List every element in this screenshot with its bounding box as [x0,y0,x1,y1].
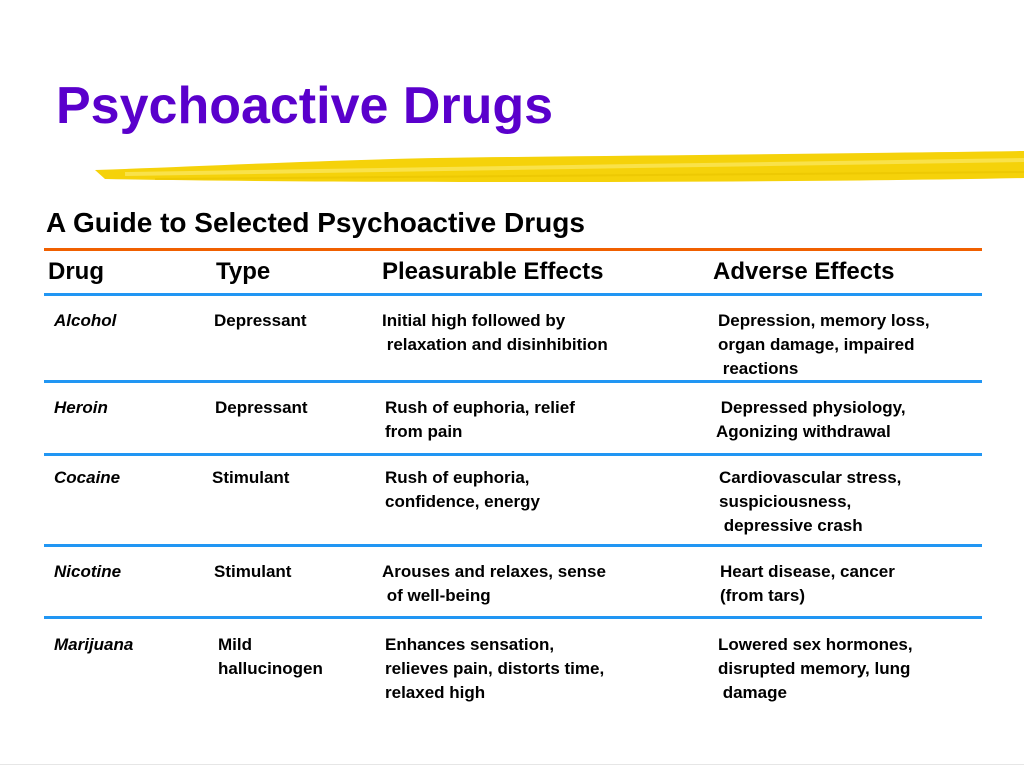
row-alcohol-drug: Alcohol [54,311,117,330]
row-marijuana-drug: Marijuana [54,635,134,654]
row-alcohol-type: Depressant [214,311,307,330]
row-heroin-pleasurable: Rush of euphoria, relief from pain [385,398,575,441]
header-pleasurable-effects: Pleasurable Effects [382,258,604,285]
row-alcohol-pleasurable: Initial high followed by relaxation and disinhibition [382,311,608,354]
row-nicotine-type: Stimulant [214,562,292,581]
row-heroin-adverse: Depressed physiology, Agonizing withdrawal [716,398,906,441]
slide-bottom-edge [0,764,1024,765]
row-nicotine-drug: Nicotine [54,562,122,581]
row-cocaine-adverse: Cardiovascular stress, suspiciousness, depressive crash [719,468,902,535]
header-adverse-effects: Adverse Effects [713,258,895,285]
header-type: Type [216,258,271,285]
row-cocaine-pleasurable: Rush of euphoria, confidence, energy [385,468,540,511]
row-cocaine-drug: Cocaine [54,468,121,487]
table-caption: A Guide to Selected Psychoactive Drugs [46,207,585,238]
row-cocaine-type: Stimulant [212,468,290,487]
row-nicotine-pleasurable: Arouses and relaxes, sense of well-being [382,562,606,605]
row-divider [44,544,982,547]
row-divider [44,616,982,619]
row-heroin-type: Depressant [215,398,308,417]
row-marijuana-adverse: Lowered sex hormones, disrupted memory, lung damage [718,635,913,702]
row-divider [44,453,982,456]
row-marijuana-type: Mild hallucinogen [218,635,323,678]
header-top-rule [44,248,982,251]
highlighter-stroke [95,148,1024,188]
row-nicotine-adverse: Heart disease, cancer (from tars) [720,562,895,605]
header-drug: Drug [48,258,104,285]
header-bottom-rule [44,293,982,296]
row-marijuana-pleasurable: Enhances sensation, relieves pain, distorts time, relaxed high [385,635,605,702]
row-alcohol-adverse: Depression, memory loss, organ damage, impaired reactions [718,311,930,378]
slide-title: Psychoactive Drugs [56,77,554,135]
row-heroin-drug: Heroin [54,398,108,417]
row-divider [44,380,982,383]
